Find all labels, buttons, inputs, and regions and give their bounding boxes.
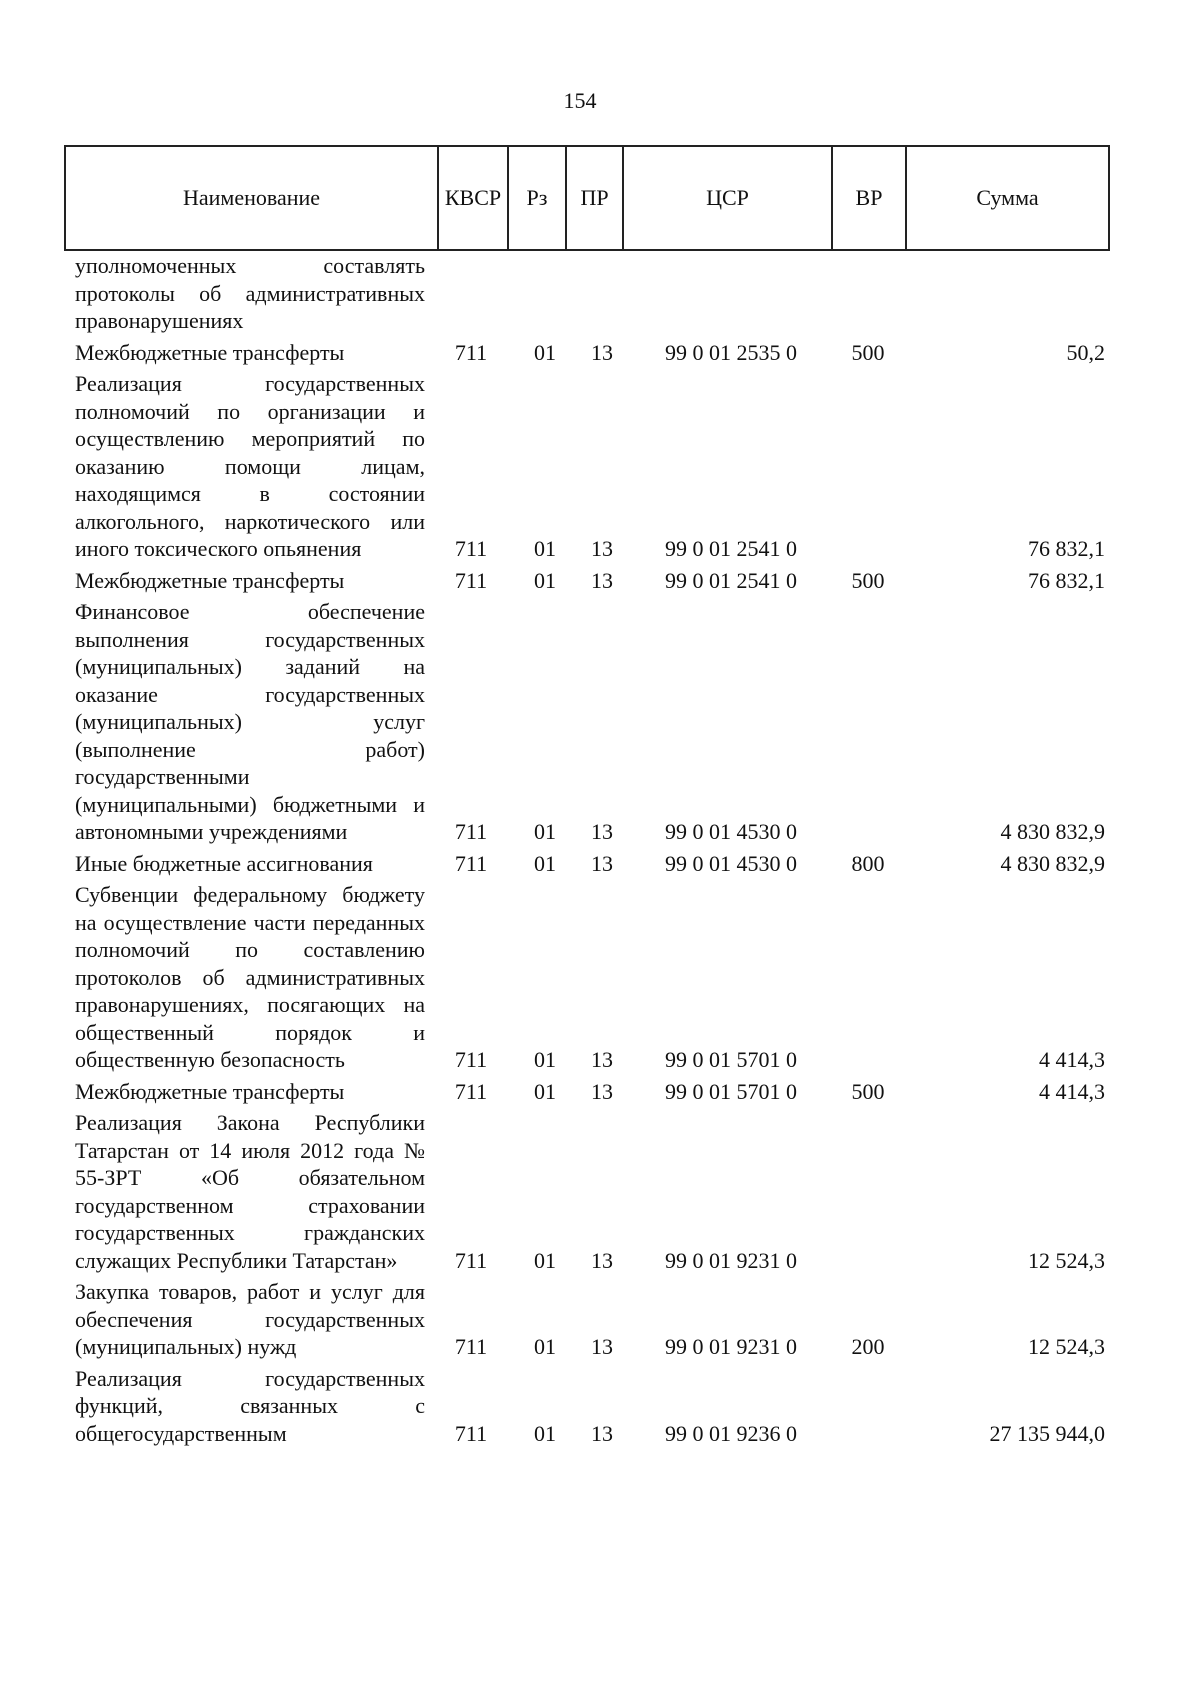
table-header xyxy=(64,145,1110,251)
row-csr: 99 0 01 9236 0 xyxy=(665,1420,797,1446)
row-pr: 13 xyxy=(591,567,613,593)
header-csr: ЦСР xyxy=(624,147,833,249)
row-pr: 13 xyxy=(591,850,613,876)
row-csr: 99 0 01 5701 0 xyxy=(665,1047,797,1072)
row-sum: 76 832,1 xyxy=(1028,567,1105,593)
table-row xyxy=(75,598,1105,846)
row-name: Субвенции федеральному бюджету на осуществление части переданных полномочий по составлению протоколов об административных правонарушениях, посягающих на общественный порядок и общественную безопасность xyxy=(75,882,425,1072)
row-csr: 99 0 01 2535 0 xyxy=(665,339,797,365)
row-sum: 4 414,3 xyxy=(1039,1078,1105,1104)
table-row xyxy=(75,252,1105,335)
row-name: Закупка товаров, работ и услуг для обеспечения государственных (муниципальных) нужд xyxy=(75,1279,425,1359)
row-pr: 13 xyxy=(591,1420,613,1446)
row-kvsr: 711 xyxy=(454,1420,488,1446)
table-row xyxy=(75,1365,1105,1448)
table-row xyxy=(75,370,1105,563)
row-vr: 800 xyxy=(851,850,885,876)
row-kvsr: 711 xyxy=(454,850,488,876)
row-name: Финансовое обеспечение выполнения государственных (муниципальных) заданий на оказание государственных (муниципальных) услуг (выполнение работ) государственными (муниципальными) бюджетными и автономными учреждениями xyxy=(75,599,425,844)
row-name: Реализация государственных функций, связанных с общегосударственным xyxy=(75,1365,425,1446)
page-number: 154 xyxy=(563,88,597,113)
row-sum: 12 524,3 xyxy=(1028,1334,1105,1359)
row-rz: 01 xyxy=(534,536,556,561)
table-row xyxy=(75,339,1105,367)
row-csr: 99 0 01 4530 0 xyxy=(665,819,797,844)
row-kvsr: 711 xyxy=(454,567,488,593)
row-name: Иные бюджетные ассигнования xyxy=(75,850,373,876)
table-row xyxy=(75,1278,1105,1361)
row-kvsr: 711 xyxy=(454,536,488,561)
row-rz: 01 xyxy=(534,1047,556,1072)
row-vr: 500 xyxy=(851,567,885,593)
row-sum: 27 135 944,0 xyxy=(989,1420,1105,1446)
table-row xyxy=(75,1078,1105,1106)
row-name: Межбюджетные трансферты xyxy=(75,1078,345,1104)
row-csr: 99 0 01 4530 0 xyxy=(665,850,797,876)
table-body xyxy=(75,252,1105,1451)
row-sum: 76 832,1 xyxy=(1028,536,1105,561)
header-sum: Сумма xyxy=(976,185,1039,210)
row-kvsr: 711 xyxy=(454,1047,488,1072)
row-pr: 13 xyxy=(591,1047,613,1072)
row-rz: 01 xyxy=(534,567,556,593)
table-row xyxy=(75,850,1105,878)
table-row xyxy=(75,1109,1105,1274)
table-row xyxy=(75,567,1105,595)
row-pr: 13 xyxy=(591,1078,613,1104)
row-name: Межбюджетные трансферты xyxy=(75,339,345,365)
row-vr: 200 xyxy=(851,1334,885,1359)
header-kvsr: КВСР xyxy=(439,147,509,249)
row-pr: 13 xyxy=(591,1247,613,1273)
row-kvsr: 711 xyxy=(454,339,488,365)
table-row xyxy=(75,881,1105,1074)
row-vr: 500 xyxy=(851,339,885,365)
header-rz: Рз xyxy=(509,147,567,249)
row-pr: 13 xyxy=(591,819,613,844)
row-rz: 01 xyxy=(534,850,556,876)
row-name: Реализация Закона Республики Татарстан от 14 июля 2012 года № 55-ЗРТ «Об обязательном государственном страховании государственных гражданских служащих Республики Татарстан» xyxy=(75,1110,425,1273)
row-sum: 50,2 xyxy=(1066,339,1105,365)
row-csr: 99 0 01 2541 0 xyxy=(665,567,797,593)
row-rz: 01 xyxy=(534,1078,556,1104)
header-vr: ВР xyxy=(833,147,907,249)
row-name: уполномоченных составлять протоколы об административных правонарушениях xyxy=(75,253,425,333)
row-rz: 01 xyxy=(534,339,556,365)
row-pr: 13 xyxy=(591,339,613,365)
header-name: Наименование xyxy=(66,147,439,249)
row-rz: 01 xyxy=(534,1247,556,1273)
row-kvsr: 711 xyxy=(454,819,488,844)
row-kvsr: 711 xyxy=(454,1334,488,1359)
header-pr: ПР xyxy=(567,147,624,249)
row-sum: 4 830 832,9 xyxy=(1000,850,1105,876)
row-sum: 4 414,3 xyxy=(1039,1047,1105,1072)
row-kvsr: 711 xyxy=(454,1078,488,1104)
row-name: Реализация государственных полномочий по организации и осуществлению мероприятий по оказанию помощи лицам, находящимся в состоянии алкогольного, наркотического или иного токсического опьянения xyxy=(75,371,425,561)
row-kvsr: 711 xyxy=(454,1247,488,1273)
row-csr: 99 0 01 9231 0 xyxy=(665,1334,797,1359)
row-vr: 500 xyxy=(851,1078,885,1104)
row-pr: 13 xyxy=(591,1334,613,1359)
row-pr: 13 xyxy=(591,536,613,561)
row-sum: 4 830 832,9 xyxy=(1000,819,1105,844)
row-name: Межбюджетные трансферты xyxy=(75,567,345,593)
row-rz: 01 xyxy=(534,1334,556,1359)
row-rz: 01 xyxy=(534,819,556,844)
row-csr: 99 0 01 5701 0 xyxy=(665,1078,797,1104)
row-sum: 12 524,3 xyxy=(1028,1247,1105,1273)
row-rz: 01 xyxy=(534,1420,556,1446)
row-csr: 99 0 01 9231 0 xyxy=(665,1247,797,1273)
row-csr: 99 0 01 2541 0 xyxy=(665,536,797,561)
